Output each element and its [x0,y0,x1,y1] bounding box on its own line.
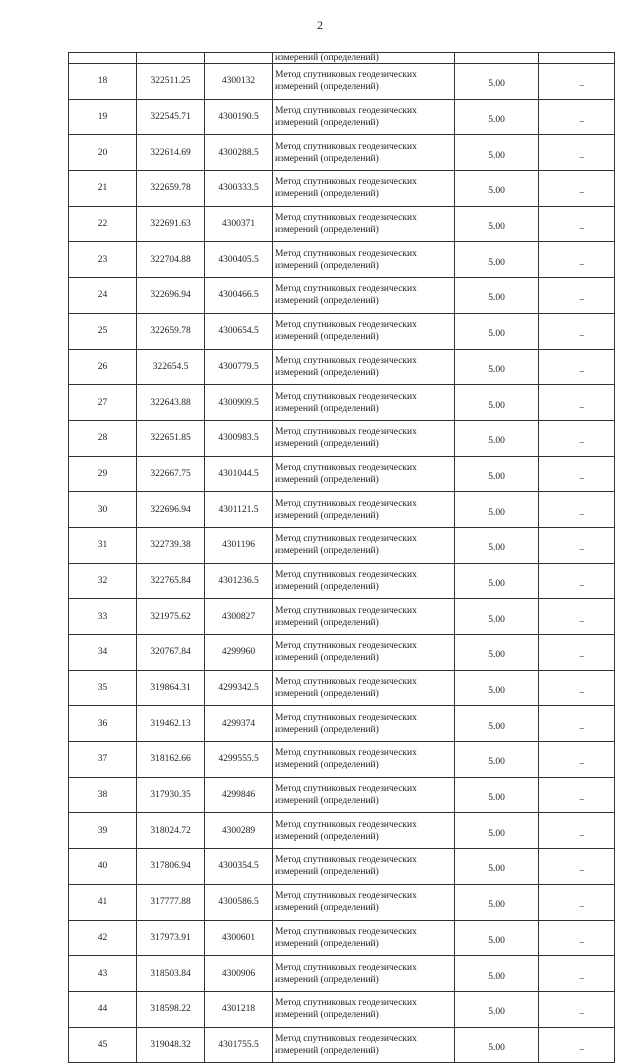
method-line-2: измерений (определений) [275,403,379,414]
method-line-2: измерений (определений) [275,1045,379,1056]
cell-x: 317930.35 [137,777,205,813]
method-line-1: Метод спутниковых геодезических [275,748,417,759]
table-row [69,349,615,385]
method-line-1: Метод спутниковых геодезических [275,569,417,580]
cell-method [273,171,455,207]
cell-description: – [539,206,615,242]
cell-x: 318162.66 [137,742,205,778]
cell-precision: 5.00 [455,64,539,100]
method-line-2: измерений (определений) [275,225,379,236]
cell-precision: 5.00 [455,742,539,778]
cell-number: 36 [69,706,137,742]
cell-y: 4300354.5 [205,849,273,885]
method-line-1: Метод спутниковых геодезических [275,677,417,688]
cell-number: 27 [69,385,137,421]
method-line-2: измерений (определений) [275,439,379,450]
cell-y: 4301236.5 [205,563,273,599]
method-line-2: измерений (определений) [275,118,379,129]
cell-y: 4300289 [205,813,273,849]
cell-precision: 5.00 [455,884,539,920]
cell-x: 322659.78 [137,171,205,207]
cell-description: – [539,313,615,349]
cell-description: – [539,563,615,599]
cell-description: – [539,599,615,635]
cell-method [273,777,455,813]
cell-number: 38 [69,777,137,813]
cell-description: – [539,706,615,742]
cell-number: 23 [69,242,137,278]
method-line-1: Метод спутниковых геодезических [275,427,417,438]
method-line-1: Метод спутниковых геодезических [275,498,417,509]
coordinates-table [68,52,615,1063]
cell-x: 322614.69 [137,135,205,171]
cell-method [273,206,455,242]
cell-x: 322511.25 [137,64,205,100]
method-line-2: измерений (определений) [275,189,379,200]
cell-description: – [539,884,615,920]
cell-number: 20 [69,135,137,171]
cell-x: 319864.31 [137,670,205,706]
cell-method [273,349,455,385]
page-number: 2 [317,18,323,32]
cell-y: 4300405.5 [205,242,273,278]
table-row [69,64,615,100]
cell-y: 4301044.5 [205,456,273,492]
cell-number: 25 [69,313,137,349]
table-row [69,777,615,813]
cell-method [273,420,455,456]
method-line-2: измерений (определений) [275,1010,379,1021]
cell-precision: 5.00 [455,278,539,314]
cell-description [539,53,615,64]
cell-method [273,313,455,349]
cell-method: измерений (определений) [273,53,455,64]
cell-description: – [539,777,615,813]
cell-y: 4300586.5 [205,884,273,920]
method-line-1: Метод спутниковых геодезических [275,641,417,652]
table-row [69,670,615,706]
cell-x: 321975.62 [137,599,205,635]
method-line-1: Метод спутниковых геодезических [275,891,417,902]
method-line-1: Метод спутниковых геодезических [275,177,417,188]
cell-y: 4300333.5 [205,171,273,207]
cell-description: – [539,527,615,563]
method-line-1: Метод спутниковых геодезических [275,534,417,545]
cell-x: 322659.78 [137,313,205,349]
cell-x: 322696.94 [137,278,205,314]
cell-x: 322654.5 [137,349,205,385]
method-line-2: измерений (определений) [275,82,379,93]
method-line-2: измерений (определений) [275,296,379,307]
table-row [69,278,615,314]
cell-method [273,742,455,778]
method-line-2: измерений (определений) [275,724,379,735]
cell-precision: 5.00 [455,706,539,742]
table-row [69,385,615,421]
table-row [69,920,615,956]
cell-precision: 5.00 [455,635,539,671]
cell-y: 4301218 [205,991,273,1027]
method-line-1: Метод спутниковых геодезических [275,819,417,830]
method-line-1: Метод спутниковых геодезических [275,213,417,224]
table-row [69,635,615,671]
cell-method [273,278,455,314]
cell-method [273,956,455,992]
cell-precision: 5.00 [455,420,539,456]
method-line-1: Метод спутниковых геодезических [275,712,417,723]
method-line-2: измерений (определений) [275,653,379,664]
cell-x: 317777.88 [137,884,205,920]
table-row [69,420,615,456]
cell-y: 4301196 [205,527,273,563]
cell-number: 39 [69,813,137,849]
cell-method [273,135,455,171]
method-line-1: Метод спутниковых геодезических [275,962,417,973]
cell-number: 18 [69,64,137,100]
method-line-2: измерений (определений) [275,938,379,949]
cell-y [205,53,273,64]
method-line-2: измерений (определений) [275,796,379,807]
method-line-2: измерений (определений) [275,260,379,271]
cell-method [273,385,455,421]
cell-y: 4300827 [205,599,273,635]
cell-x: 318503.84 [137,956,205,992]
method-line-2: измерений (определений) [275,760,379,771]
cell-precision: 5.00 [455,599,539,635]
cell-y: 4300132 [205,64,273,100]
cell-precision: 5.00 [455,206,539,242]
cell-x: 320767.84 [137,635,205,671]
method-line-1: Метод спутниковых геодезических [275,784,417,795]
table-row [69,849,615,885]
cell-description: – [539,242,615,278]
cell-x: 318024.72 [137,813,205,849]
cell-method [273,99,455,135]
cell-x: 322545.71 [137,99,205,135]
cell-description: – [539,64,615,100]
cell-precision: 5.00 [455,849,539,885]
cell-precision: 5.00 [455,670,539,706]
cell-x: 317973.91 [137,920,205,956]
cell-y: 4299846 [205,777,273,813]
method-line-2: измерений (определений) [275,831,379,842]
method-line-1: Метод спутниковых геодезических [275,106,417,117]
cell-method [273,599,455,635]
cell-number: 42 [69,920,137,956]
cell-y: 4299374 [205,706,273,742]
method-line-1: Метод спутниковых геодезических [275,355,417,366]
cell-y: 4300371 [205,206,273,242]
cell-method [273,563,455,599]
cell-method [273,670,455,706]
cell-method [273,884,455,920]
cell-precision: 5.00 [455,920,539,956]
table-row [69,742,615,778]
cell-method [273,492,455,528]
method-line-2: измерений (определений) [275,617,379,628]
cell-y: 4299342.5 [205,670,273,706]
table-row [69,563,615,599]
cell-method [273,64,455,100]
cell-method [273,991,455,1027]
cell-y: 4300779.5 [205,349,273,385]
cell-y: 4300190.5 [205,99,273,135]
cell-description: – [539,742,615,778]
cell-description: – [539,99,615,135]
cell-number: 41 [69,884,137,920]
cell-method [273,706,455,742]
cell-precision: 5.00 [455,956,539,992]
cell-number: 31 [69,527,137,563]
cell-number: 40 [69,849,137,885]
method-line-1: Метод спутниковых геодезических [275,855,417,866]
table-row [69,884,615,920]
table-row [69,492,615,528]
cell-x: 322667.75 [137,456,205,492]
cell-number: 34 [69,635,137,671]
cell-description: – [539,1027,615,1063]
method-line-2: измерений (определений) [275,689,379,700]
cell-description: – [539,991,615,1027]
cell-number: 21 [69,171,137,207]
cell-precision: 5.00 [455,99,539,135]
table-row [69,599,615,635]
cell-y: 4300654.5 [205,313,273,349]
cell-method [273,242,455,278]
cell-precision: 5.00 [455,349,539,385]
cell-precision: 5.00 [455,456,539,492]
cell-precision: 5.00 [455,242,539,278]
cell-y: 4300288.5 [205,135,273,171]
cell-description: – [539,385,615,421]
cell-method [273,1027,455,1063]
cell-precision: 5.00 [455,527,539,563]
cell-number: 35 [69,670,137,706]
cell-y: 4299960 [205,635,273,671]
method-line-1: Метод спутниковых геодезических [275,70,417,81]
cell-x: 317806.94 [137,849,205,885]
cell-method [273,813,455,849]
table-row-continuation [69,53,615,64]
cell-description: – [539,349,615,385]
cell-description: – [539,920,615,956]
cell-x: 322696.94 [137,492,205,528]
table-row [69,313,615,349]
method-line-1: Метод спутниковых геодезических [275,998,417,1009]
cell-description: – [539,635,615,671]
cell-number: 32 [69,563,137,599]
cell-method [273,849,455,885]
table-row [69,456,615,492]
cell-number: 37 [69,742,137,778]
cell-precision: 5.00 [455,385,539,421]
cell-y: 4301755.5 [205,1027,273,1063]
method-line-1: Метод спутниковых геодезических [275,248,417,259]
method-line-1: Метод спутниковых геодезических [275,1033,417,1044]
method-line-2: измерений (определений) [275,510,379,521]
method-line-1: Метод спутниковых геодезических [275,462,417,473]
cell-number: 28 [69,420,137,456]
cell-number: 26 [69,349,137,385]
cell-x: 322651.85 [137,420,205,456]
cell-description: – [539,849,615,885]
table-row [69,206,615,242]
cell-y: 4300601 [205,920,273,956]
table-row [69,527,615,563]
cell-y: 4300906 [205,956,273,992]
cell-y: 4300983.5 [205,420,273,456]
table-row [69,99,615,135]
method-line-2: измерений (определений) [275,974,379,985]
cell-x: 319462.13 [137,706,205,742]
table-row [69,171,615,207]
cell-precision: 5.00 [455,991,539,1027]
cell-precision: 5.00 [455,171,539,207]
cell-precision: 5.00 [455,563,539,599]
cell-x: 322704.88 [137,242,205,278]
cell-number: 43 [69,956,137,992]
cell-description: – [539,492,615,528]
cell-description: – [539,813,615,849]
method-line-1: Метод спутниковых геодезических [275,141,417,152]
cell-description: – [539,420,615,456]
cell-number: 33 [69,599,137,635]
cell-precision: 5.00 [455,135,539,171]
cell-number: 24 [69,278,137,314]
cell-method [273,920,455,956]
cell-description: – [539,135,615,171]
cell-precision: 5.00 [455,813,539,849]
cell-number: 19 [69,99,137,135]
cell-number: 30 [69,492,137,528]
table-row [69,1027,615,1063]
method-line-2: измерений (определений) [275,153,379,164]
cell-x: 322765.84 [137,563,205,599]
method-line-2: измерений (определений) [275,581,379,592]
method-line-1: Метод спутниковых геодезических [275,391,417,402]
table-row [69,991,615,1027]
method-line-1: Метод спутниковых геодезических [275,926,417,937]
cell-precision [455,53,539,64]
cell-description: – [539,956,615,992]
method-line-2: измерений (определений) [275,903,379,914]
table-row [69,242,615,278]
cell-number: 22 [69,206,137,242]
cell-precision: 5.00 [455,492,539,528]
cell-x: 322643.88 [137,385,205,421]
cell-y: 4300909.5 [205,385,273,421]
cell-x: 322739.38 [137,527,205,563]
cell-precision: 5.00 [455,1027,539,1063]
cell-x: 319048.32 [137,1027,205,1063]
cell-method [273,456,455,492]
cell-x [137,53,205,64]
table-row [69,956,615,992]
cell-number: 44 [69,991,137,1027]
cell-description: – [539,278,615,314]
cell-method [273,635,455,671]
cell-precision: 5.00 [455,313,539,349]
table-row [69,706,615,742]
cell-number: 29 [69,456,137,492]
cell-y: 4299555.5 [205,742,273,778]
method-line-2: измерений (определений) [275,332,379,343]
cell-number: 45 [69,1027,137,1063]
cell-x: 318598.22 [137,991,205,1027]
method-line-1: Метод спутниковых геодезических [275,320,417,331]
cell-description: – [539,670,615,706]
method-line-1: Метод спутниковых геодезических [275,284,417,295]
cell-y: 4300466.5 [205,278,273,314]
method-line-2: измерений (определений) [275,867,379,878]
method-line-2: измерений (определений) [275,474,379,485]
table-row [69,135,615,171]
cell-description: – [539,171,615,207]
cell-y: 4301121.5 [205,492,273,528]
method-line-1: Метод спутниковых геодезических [275,605,417,616]
cell-number [69,53,137,64]
method-line-2: измерений (определений) [275,546,379,557]
cell-description: – [539,456,615,492]
cell-precision: 5.00 [455,777,539,813]
method-line-2: измерений (определений) [275,367,379,378]
cell-x: 322691.63 [137,206,205,242]
cell-method [273,527,455,563]
table-row [69,813,615,849]
